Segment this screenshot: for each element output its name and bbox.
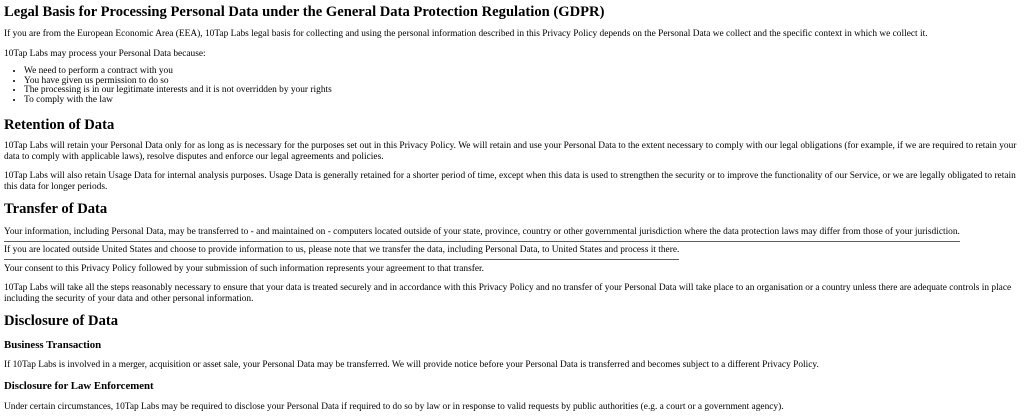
retention-heading: Retention of Data [4,117,115,133]
retention-paragraph-1: 10Tap Labs will retain your Personal Data only for as long as is necessary for the purposes set out in this Privacy Policy. We will retain and use your Personal Data to the extent necessary to comply with our legal obligations (for example, if we are required to retain your data to comply with applicable laws), resolve disputes and enforce our legal agreements and policies. [4,141,1017,162]
transfer-paragraph-2 [4,245,679,260]
gdpr-heading: Legal Basis for Processing Personal Data under the General Data Protection Regulation (GDPR) [4,4,605,20]
transfer-heading: Transfer of Data [4,201,108,217]
business-transaction-heading: Business Transaction [4,339,102,351]
legal-basis-item: • To comply with the law [24,96,332,106]
legal-basis-list [4,67,332,105]
business-transaction-paragraph: If 10Tap Labs is involved in a merger, acquisition or asset sale, your Personal Data may be transferred. We will provide notice before your Personal Data is transferred and becomes subject to a different Privacy Policy. [4,360,819,370]
transfer-paragraph-3: Your consent to this Privacy Policy followed by your submission of such information represents your agreement to that transfer. [4,264,484,274]
transfer-highlight-1: Your information, including Personal Data, may be transferred to - and maintained on - computers located outside of your state, province, country or other governmental jurisdiction where the data protection laws may differ from those of your jurisdiction. [4,227,960,242]
transfer-paragraph-4: 10Tap Labs will take all the steps reasonably necessary to ensure that your data is treated securely and in accordance with this Privacy Policy and no transfer of your Personal Data will take place to an organisation or a country unless there are adequate controls in place including the security of your data and other personal information. [4,283,1012,304]
disclosure-heading: Disclosure of Data [4,313,119,329]
transfer-paragraph-1 [4,227,960,242]
legal-basis-item: • We need to perform a contract with you [24,67,332,77]
law-enforcement-heading: Disclosure for Law Enforcement [4,380,154,392]
retention-paragraph-2: 10Tap Labs will also retain Usage Data for internal analysis purposes. Usage Data is generally retained for a shorter period of time, except when this data is used to strengthen the security or to improve the functionality of our Service, or we are legally obligated to retain this data for longer periods. [4,171,1016,192]
gdpr-lead-paragraph: 10Tap Labs may process your Personal Data because: [4,49,206,59]
legal-basis-item: • The processing is in our legitimate interests and it is not overridden by your rights [24,86,332,96]
legal-basis-item: • You have given us permission to do so [24,77,332,87]
gdpr-intro-paragraph: If you are from the European Economic Area (EEA), 10Tap Labs legal basis for collecting and using the personal information described in this Privacy Policy depends on the Personal Data we collect and the specific context in which we collect it. [4,29,928,39]
transfer-highlight-2: If you are located outside United States and choose to provide information to us, please note that we transfer the data, including Personal Data, to United States and process it there. [4,245,679,260]
law-enforcement-paragraph: Under certain circumstances, 10Tap Labs may be required to disclose your Personal Data if required to do so by law or in response to valid requests by public authorities (e.g. a court or a government agency). [4,402,784,412]
